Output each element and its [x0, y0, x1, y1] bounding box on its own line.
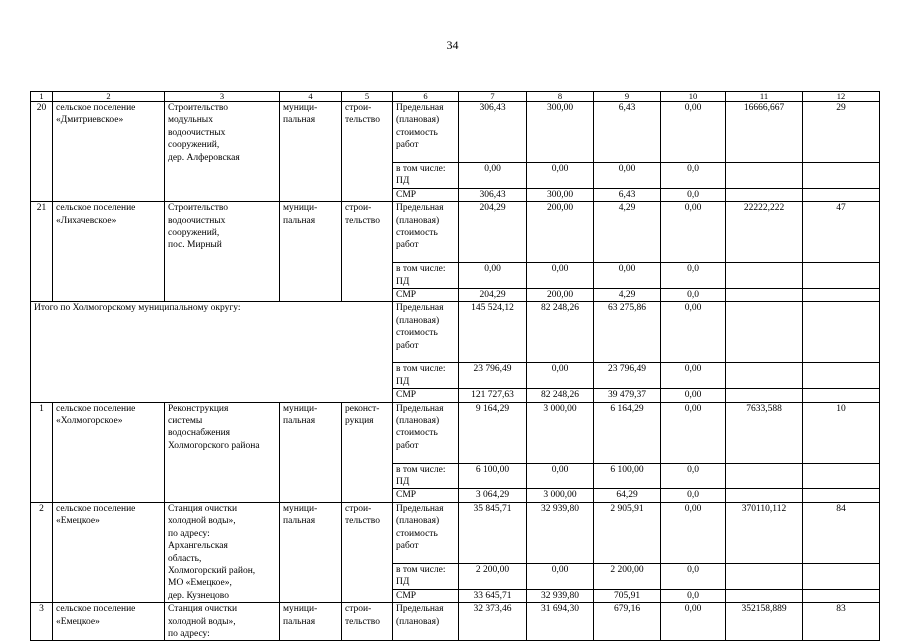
value-c8: 0,00 — [527, 563, 594, 589]
value-c10: 0,0 — [661, 589, 726, 602]
value-c12: 29 — [803, 102, 880, 163]
work-type: строи- тельство — [342, 603, 393, 641]
column-number: 9 — [594, 92, 661, 102]
row-number: 20 — [31, 102, 53, 202]
value-c9: 705,91 — [594, 589, 661, 602]
value-c9: 39 479,37 — [594, 389, 661, 402]
row-number: 1 — [31, 402, 53, 502]
table-row — [31, 202, 880, 263]
value-c10: 0,0 — [661, 263, 726, 289]
value-c7: 33 645,71 — [459, 589, 527, 602]
value-c7: 0,00 — [459, 263, 527, 289]
work-type: строи- тельство — [342, 102, 393, 202]
value-c10: 0,0 — [661, 163, 726, 189]
value-c11 — [726, 188, 803, 201]
ownership-type: муници- пальная — [280, 102, 342, 202]
value-c7: 0,00 — [459, 163, 527, 189]
work-type: строи- тельство — [342, 502, 393, 602]
settlement-name: сельское поселение «Лихачевское» — [53, 202, 165, 302]
value-c11 — [726, 163, 803, 189]
column-number: 7 — [459, 92, 527, 102]
column-number: 5 — [342, 92, 393, 102]
value-c7: 23 796,49 — [459, 363, 527, 389]
object-name: Станция очистки холодной воды», по адресу: Архангельская область, Холмогорский район, МО «Емецкое», дер. Кузнецово — [165, 502, 280, 602]
cost-label: в том числе: ПД — [393, 563, 459, 589]
value-c7: 2 200,00 — [459, 563, 527, 589]
table-row — [31, 302, 880, 363]
value-c10: 0,00 — [661, 389, 726, 402]
value-c11: 7633,588 — [726, 402, 803, 463]
cost-label: Предельная (плановая) — [393, 603, 459, 641]
work-type: реконст- рукция — [342, 402, 393, 502]
value-c8: 0,00 — [527, 163, 594, 189]
value-c12: 47 — [803, 202, 880, 263]
value-c11 — [726, 389, 803, 402]
cost-label: Предельная (плановая) стоимость работ — [393, 202, 459, 263]
value-c11 — [726, 302, 803, 363]
value-c11: 16666,667 — [726, 102, 803, 163]
value-c10: 0,00 — [661, 363, 726, 389]
cost-label: в том числе: ПД — [393, 363, 459, 389]
value-c8: 3 000,00 — [527, 489, 594, 502]
total-label: Итого по Холмогорскому муниципальному округу: — [31, 302, 393, 402]
investment-table — [30, 91, 880, 641]
value-c8: 300,00 — [527, 188, 594, 201]
value-c9: 6 164,29 — [594, 402, 661, 463]
settlement-name: сельское поселение «Емецкое» — [53, 603, 165, 641]
value-c10: 0,0 — [661, 489, 726, 502]
value-c10: 0,00 — [661, 202, 726, 263]
table-row — [31, 603, 880, 641]
value-c10: 0,00 — [661, 402, 726, 463]
value-c8: 31 694,30 — [527, 603, 594, 641]
value-c8: 32 939,80 — [527, 502, 594, 563]
column-number: 6 — [393, 92, 459, 102]
value-c7: 35 845,71 — [459, 502, 527, 563]
value-c10: 0,0 — [661, 563, 726, 589]
value-c9: 2 905,91 — [594, 502, 661, 563]
value-c12: 10 — [803, 402, 880, 463]
row-number: 3 — [31, 603, 53, 641]
value-c12 — [803, 263, 880, 289]
cost-label: в том числе: ПД — [393, 163, 459, 189]
value-c11: 352158,889 — [726, 603, 803, 641]
value-c9: 4,29 — [594, 202, 661, 263]
value-c10: 0,00 — [661, 302, 726, 363]
work-type: строи- тельство — [342, 202, 393, 302]
value-c12 — [803, 302, 880, 363]
value-c12 — [803, 188, 880, 201]
value-c7: 121 727,63 — [459, 389, 527, 402]
cost-label: Предельная (плановая) стоимость работ — [393, 402, 459, 463]
value-c7: 145 524,12 — [459, 302, 527, 363]
value-c11 — [726, 263, 803, 289]
value-c12 — [803, 563, 880, 589]
value-c8: 0,00 — [527, 363, 594, 389]
value-c12: 83 — [803, 603, 880, 641]
value-c10: 0,0 — [661, 188, 726, 201]
object-name: Строительство модульных водоочистных сооружений, дер. Алферовская — [165, 102, 280, 202]
value-c9: 23 796,49 — [594, 363, 661, 389]
ownership-type: муници- пальная — [280, 202, 342, 302]
value-c11 — [726, 589, 803, 602]
column-number: 8 — [527, 92, 594, 102]
row-number: 21 — [31, 202, 53, 302]
value-c8: 0,00 — [527, 263, 594, 289]
value-c11 — [726, 289, 803, 302]
value-c11 — [726, 463, 803, 489]
value-c9: 4,29 — [594, 289, 661, 302]
ownership-type: муници- пальная — [280, 402, 342, 502]
column-number: 12 — [803, 92, 880, 102]
value-c11 — [726, 563, 803, 589]
value-c12 — [803, 163, 880, 189]
column-number: 10 — [661, 92, 726, 102]
ownership-type: муници- пальная — [280, 502, 342, 602]
value-c12: 84 — [803, 502, 880, 563]
value-c10: 0,0 — [661, 289, 726, 302]
value-c7: 306,43 — [459, 102, 527, 163]
settlement-name: сельское поселение «Дмитриевское» — [53, 102, 165, 202]
value-c12 — [803, 289, 880, 302]
value-c8: 0,00 — [527, 463, 594, 489]
cost-label: в том числе: ПД — [393, 263, 459, 289]
value-c9: 6,43 — [594, 188, 661, 201]
value-c9: 0,00 — [594, 163, 661, 189]
value-c7: 306,43 — [459, 188, 527, 201]
object-name: Строительство водоочистных сооружений, пос. Мирный — [165, 202, 280, 302]
column-number: 1 — [31, 92, 53, 102]
value-c12 — [803, 463, 880, 489]
value-c8: 82 248,26 — [527, 302, 594, 363]
cost-label: СМР — [393, 289, 459, 302]
value-c7: 204,29 — [459, 202, 527, 263]
cost-label: в том числе: ПД — [393, 463, 459, 489]
value-c9: 6 100,00 — [594, 463, 661, 489]
value-c8: 200,00 — [527, 202, 594, 263]
ownership-type: муници- пальная — [280, 603, 342, 641]
table-row — [31, 402, 880, 463]
value-c11: 370110,112 — [726, 502, 803, 563]
cost-label: Предельная (плановая) стоимость работ — [393, 302, 459, 363]
value-c10: 0,00 — [661, 502, 726, 563]
column-number: 2 — [53, 92, 165, 102]
value-c12 — [803, 363, 880, 389]
value-c7: 9 164,29 — [459, 402, 527, 463]
value-c9: 0,00 — [594, 263, 661, 289]
column-number: 4 — [280, 92, 342, 102]
header-row — [31, 92, 880, 102]
value-c12 — [803, 489, 880, 502]
table-row — [31, 102, 880, 163]
cost-label: СМР — [393, 188, 459, 201]
value-c7: 204,29 — [459, 289, 527, 302]
value-c8: 300,00 — [527, 102, 594, 163]
value-c8: 32 939,80 — [527, 589, 594, 602]
cost-label: СМР — [393, 389, 459, 402]
value-c7: 6 100,00 — [459, 463, 527, 489]
value-c8: 82 248,26 — [527, 389, 594, 402]
settlement-name: сельское поселение «Холмогорское» — [53, 402, 165, 502]
value-c11 — [726, 489, 803, 502]
cost-label: Предельная (плановая) стоимость работ — [393, 102, 459, 163]
cost-label: СМР — [393, 589, 459, 602]
table-row — [31, 502, 880, 563]
column-number: 3 — [165, 92, 280, 102]
value-c8: 200,00 — [527, 289, 594, 302]
value-c9: 64,29 — [594, 489, 661, 502]
value-c11 — [726, 363, 803, 389]
value-c10: 0,00 — [661, 603, 726, 641]
column-number: 11 — [726, 92, 803, 102]
value-c12 — [803, 589, 880, 602]
value-c7: 3 064,29 — [459, 489, 527, 502]
value-c9: 679,16 — [594, 603, 661, 641]
value-c8: 3 000,00 — [527, 402, 594, 463]
object-name: Станция очистки холодной воды», по адресу: — [165, 603, 280, 641]
value-c9: 63 275,86 — [594, 302, 661, 363]
value-c10: 0,0 — [661, 463, 726, 489]
object-name: Реконструкция системы водоснабжения Холмогорского района — [165, 402, 280, 502]
value-c10: 0,00 — [661, 102, 726, 163]
cost-label: СМР — [393, 489, 459, 502]
value-c7: 32 373,46 — [459, 603, 527, 641]
value-c9: 2 200,00 — [594, 563, 661, 589]
settlement-name: сельское поселение «Емецкое» — [53, 502, 165, 602]
value-c12 — [803, 389, 880, 402]
row-number: 2 — [31, 502, 53, 602]
value-c9: 6,43 — [594, 102, 661, 163]
value-c11: 22222,222 — [726, 202, 803, 263]
cost-label: Предельная (плановая) стоимость работ — [393, 502, 459, 563]
page-number: 34 — [446, 38, 459, 52]
